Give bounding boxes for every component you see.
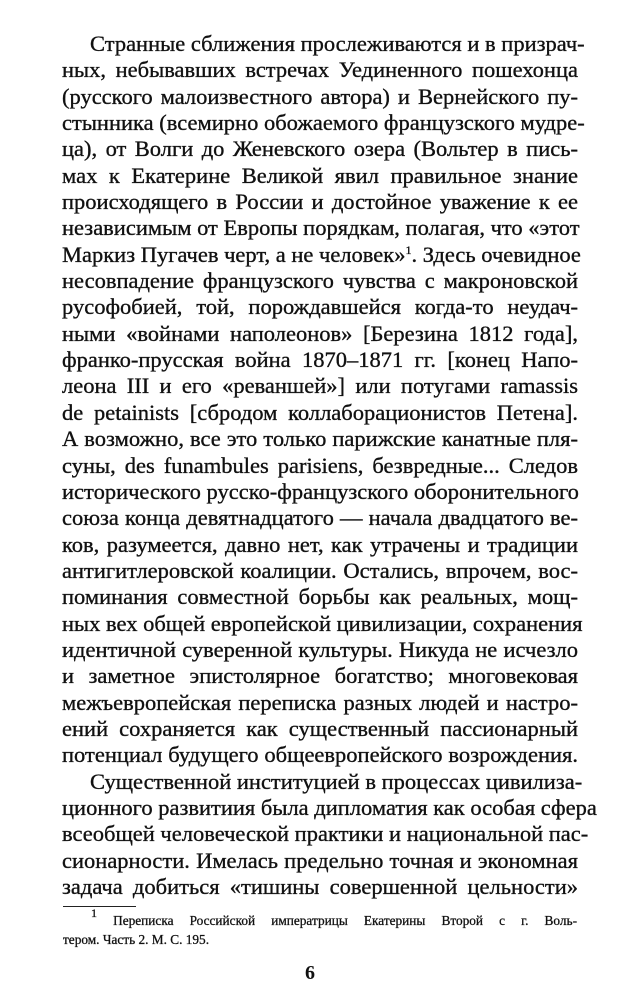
text-line: Существенной институцией в процессах цивилиза- [90, 768, 583, 794]
text-line: происходящего в России и достойное уважение к ее [62, 189, 578, 215]
text-line: А возможно, все это только парижские канатные пля- [62, 426, 578, 452]
text-line: ков, разумеется, давно нет, как утрачены и традиции [62, 531, 578, 557]
body-text [62, 31, 597, 900]
text-segment: . Здесь очевидное [411, 241, 581, 267]
footnote-reference[interactable]: 1 [405, 242, 412, 257]
footnote [63, 906, 578, 949]
footnote-line: тером. Часть 2. М. С. 195. [63, 932, 210, 947]
text-line: ений сохраняется как существенный пассионарный [62, 715, 578, 741]
text-line: сионарности. Имелась предельно точная и экономная [62, 847, 578, 873]
footnote-divider [63, 906, 136, 907]
text-line: мах к Екатерине Великой явил правильное знание [62, 162, 578, 188]
text-line: всеобщей человеческой практики и национальной пас- [62, 821, 589, 847]
text-line: леона III и его «реваншей»] или потугами ramassis [62, 373, 578, 399]
text-line: Странные сближения прослеживаются и в призрач- [90, 31, 585, 56]
text-line: ных, небывавших встречах Уединенного пошехонца [62, 57, 578, 83]
text-line: ца), от Волги до Женевского озера (Вольтер в пись- [62, 136, 578, 162]
text-line: потенциал будущего общеевропейского возрождения. [62, 742, 578, 768]
text-line: суны, des funambules parisiens, безвредные... Следов [62, 452, 578, 478]
footnote-number: 1 [91, 906, 97, 920]
text-line: межъевропейская переписка разных людей и настро- [62, 689, 578, 715]
text-line: идентичной суверенной культуры. Никуда не исчезло [62, 636, 578, 662]
text-line: de petainists [сбродом коллаборационистов Петена]. [62, 399, 578, 425]
text-line [62, 241, 581, 268]
text-line: несовпадение французского чувства с макроновской [62, 268, 578, 294]
text-line: ными «войнами наполеонов» [Березина 1812 года], [62, 320, 578, 346]
text-line: франко-прусская война 1870–1871 гг. [конец Напо- [62, 347, 578, 373]
text-line: (русского малоизвестного автора) и Вернейского пу- [62, 83, 578, 109]
text-line: антигитлеровской коалиции. Остались, впрочем, вос- [62, 557, 578, 583]
text-line: русофобией, той, порождавшейся когда-то неудач- [62, 294, 578, 320]
footnote-text: Переписка Российской императрицы Екатерины Второй с г. Воль- [113, 913, 578, 928]
text-line: исторического русско-французского оборонительного [62, 478, 579, 504]
footnote-line [63, 906, 578, 930]
page-number: 6 [305, 962, 315, 984]
text-line: независимым от Европы порядкам, полагая, что «этот [62, 215, 580, 241]
text-line: ных вех общей европейской цивилизации, сохранения [62, 610, 583, 636]
text-segment: Маркиз Пугачев черт, а не человек» [62, 241, 406, 267]
text-line: и заметное эпистолярное богатство; многовековая [62, 663, 578, 689]
text-line: задача добиться «тишины совершенной цельности» [62, 874, 578, 899]
text-line: ционного развитиия была дипломатия как особая сфера [62, 794, 597, 820]
text-line: поминания совместной борьбы как реальных, мощ- [62, 584, 578, 610]
text-line: союза конца девятнадцатого — начала двадцатого ве- [62, 505, 578, 531]
text-line: стынника (всемирно обожаемого французского мудре- [62, 110, 585, 136]
